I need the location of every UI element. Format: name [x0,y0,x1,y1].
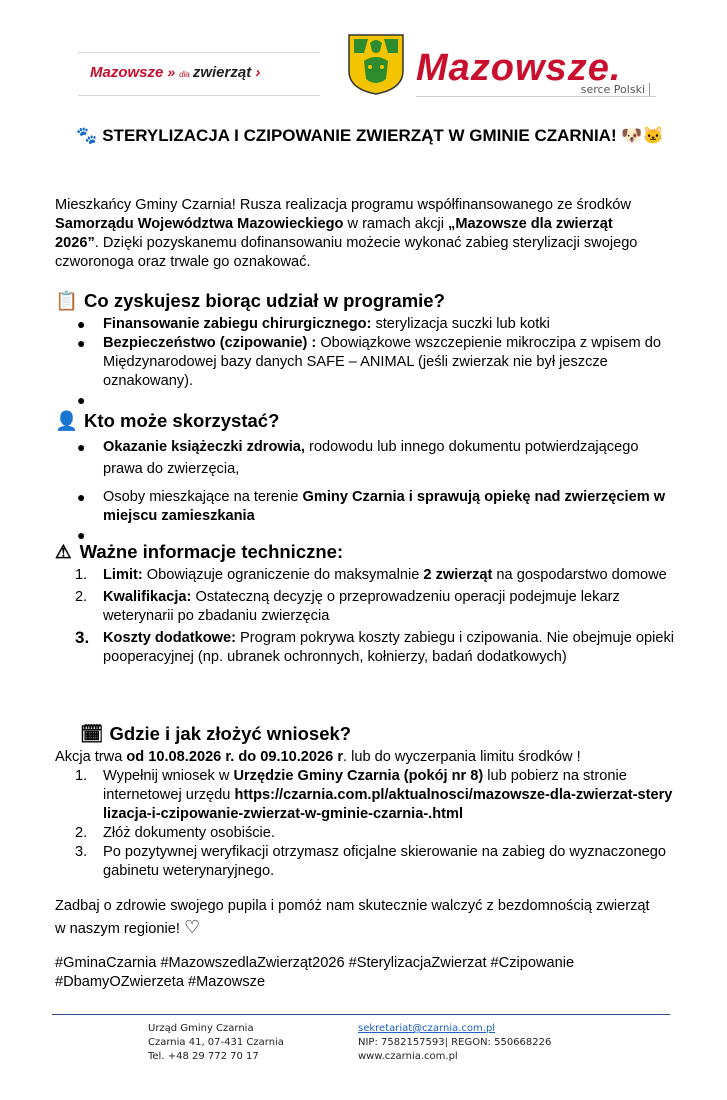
section-heading: 👤 Kto może skorzystać? [55,410,280,431]
application-section [55,748,675,881]
list-item: ● Finansowanie zabiegu chirurgicznego: sterylizacja suczki lub kotki [77,316,550,332]
clipboard-icon: 📋 [55,290,79,311]
hashtags: #GminaCzarnia #MazowszedlaZwierząt2026 #SterylizacjaZwierzat #Czipowanie #DbamyOZwierzeta #Mazowsze [55,955,575,990]
email-link[interactable]: sekretariat@czarnia.com.pl [358,1023,496,1034]
page-title: 🐾 STERYLIZACJA I CZIPOWANIE ZWIERZĄT W GMINIE CZARNIA! 🐶🐱 [76,126,664,145]
website-link[interactable]: www.czarnia.com.pl [358,1051,458,1062]
list-item: 3. Koszty dodatkowe: Program pokrywa koszty zabiegu i czipowania. Nie obejmuje opieki pooperacyjnej (np. ubranek ochronnych, kołnierzy, badań dodatkowych) [75,628,675,665]
list-item: ● Osoby mieszkające na terenie Gminy Czarnia i sprawują opiekę nad zwierzęciem w miejscu zamieszkania [77,489,666,524]
dog-cat-icon: 🐶🐱 [621,126,664,145]
dates-text: Akcja trwa od 10.08.2026 r. do 09.10.2026 r. lub do wyczerpania limitu środków ! [55,749,581,765]
divider [416,96,656,97]
intro-paragraph: Mieszkańcy Gminy Czarnia! Rusza realizacja programu współfinansowanego ze środków Samorządu Województwa Mazowieckiego w ramach akcji „Mazowsze dla zwierząt 2026”. Dzięki pozyskanemu dofinansowaniu możecie wykonać zabieg sterylizacji swojego czworonoga oraz trwale go oznakować. [55,197,638,270]
warning-icon: ⚠ [55,541,72,562]
czarnia-crest-icon [346,33,406,95]
application-link[interactable]: https://czarnia.com.pl/aktualnosci/mazowsze-dla-zwierzat-sterylizacja-i-czipowanie-zwierzat-w-gminie-czarnia-.html [103,787,673,822]
empty-list-item: ● [77,527,86,543]
list-item: 2. Kwalifikacja: Ostateczną decyzję o przeprowadzeniu operacji podejmuje lekarz weterynarii po zbadaniu zwierzęcia [75,589,620,624]
list-item: ● Okazanie książeczki zdrowia, rodowodu lub innego dokumentu potwierdzającego prawa do zwierzęcia, [77,439,639,477]
footer-divider [52,1014,670,1015]
heart-icon: ♡ [183,917,201,937]
calendar-icon: 🗓 [80,723,104,744]
technical-info-section [55,541,675,667]
section-heading: ⚠ Ważne informacje techniczne: [55,541,344,562]
footer-address: Urząd Gminy Czarnia Czarnia 41, 07-431 Czarnia Tel. +48 29 772 70 17 [148,1023,284,1062]
eligibility-section [55,410,675,545]
list-item: 2. Złóż dokumenty osobiście. [75,825,275,841]
benefits-section [55,290,675,410]
list-item: 1. Limit: Obowiązuje ograniczenie do maksymalnie 2 zwierząt na gospodarstwo domowe [75,567,667,583]
person-icon: 👤 [55,410,79,431]
section-heading: 📋 Co zyskujesz biorąc udział w programie? [55,290,445,311]
paws-icon: 🐾 [76,126,98,145]
mazowsze-dla-zwierzat-logo: Mazowsze » dla zwierząt › [90,64,261,81]
empty-list-item: ● [77,392,86,408]
mazowsze-serce-polski-logo: Mazowsze. serce Polski [416,48,656,96]
list-item: ● Bezpieczeństwo (czipowanie) : Obowiązkowe wszczepienie mikroczipa z wpisem do Międzynarodowej bazy danych SAFE – ANIMAL (jeśli zwierzak nie był jeszcze oznakowany). [77,335,661,389]
footer-contact: sekretariat@czarnia.com.pl NIP: 7582157593| REGON: 550668226 www.czarnia.com.pl [358,1023,552,1062]
list-item: 3. Po pozytywnej weryfikacji otrzymasz oficjalne skierowanie na zabieg do wyznaczonego gabinetu weterynaryjnego. [75,844,666,879]
closing-paragraph: Zadbaj o zdrowie swojego pupila i pomóż nam skutecznie walczyć z bezdomnością zwierząt w naszym regionie! ♡ [55,898,650,937]
list-item: 1. Wypełnij wniosek w Urzędzie Gminy Czarnia (pokój nr 8) lub pobierz na stronie internetowej urzędu https://czarnia.com.pl/aktualnosci/mazowsze-dla-zwierzat-sterylizacja-i-czipowanie-zwierzat-w-gminie-czarnia-.html [75,768,673,822]
application-section-heading: 🗓 Gdzie i jak złożyć wniosek? [80,723,352,744]
